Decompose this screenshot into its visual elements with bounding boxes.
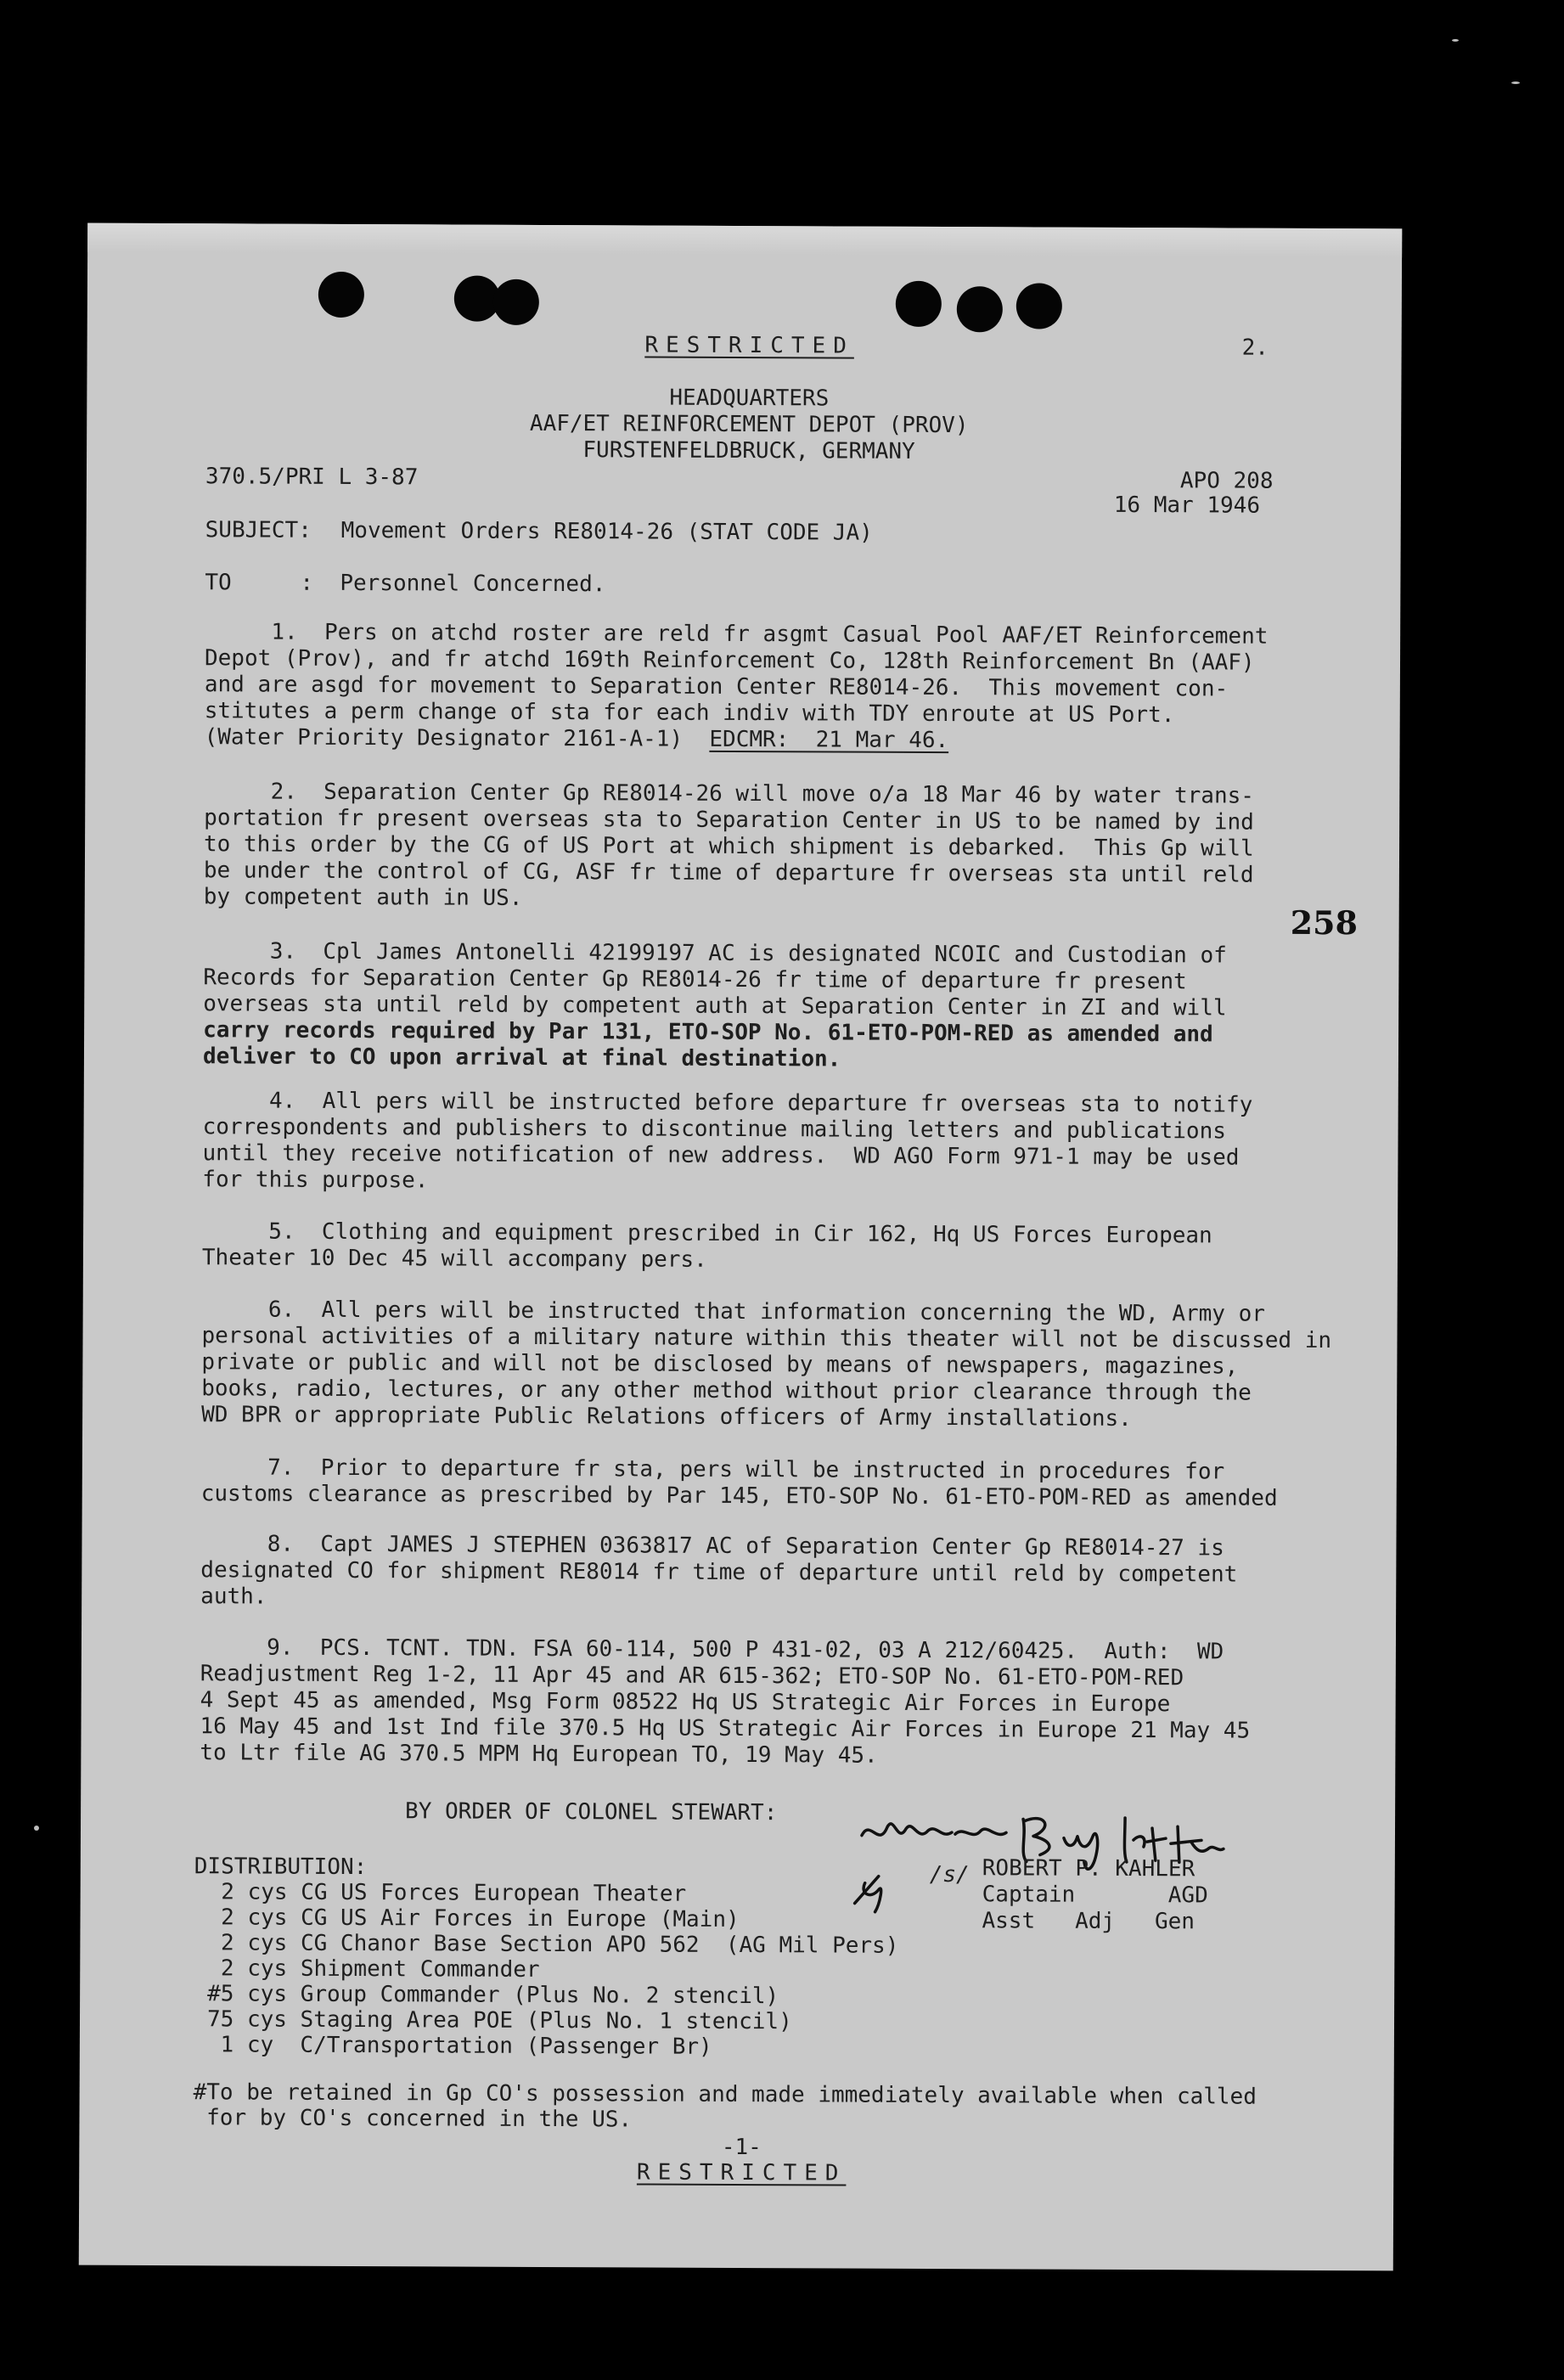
distribution-item: 2 cys CG Chanor Base Section APO 562 (AG Mil Pers) [207,1930,899,1959]
signer-title: Asst Adj Gen [982,1908,1196,1935]
punch-hole [896,281,942,327]
edcmr-date: EDCMR: 21 Mar 46. [709,726,949,754]
paragraph-line: personal activities of a military nature within this theater will not be discussed in [201,1323,1332,1354]
paragraph-line: WD BPR or appropriate Public Relations officers of Army installations. [201,1402,1132,1432]
paragraph-line: 7. Prior to departure fr sta, pers will be instructed in procedures for [200,1454,1225,1485]
file-reference: 370.5/PRI L 3-87 [205,464,419,491]
page-stamp-number: 258 [1290,903,1359,942]
paragraph-line: to this order by the CG of US Port at which shipment is debarked. This Gp will [203,831,1254,862]
punch-hole [318,272,364,318]
page-marker: -1- [721,2134,762,2161]
paragraph-line: customs clearance as prescribed by Par 145, ETO-SOP No. 61-ETO-POM-RED as amended [200,1481,1278,1511]
to-label: TO [205,570,232,596]
paragraph-line: to Ltr file AG 370.5 MPM Hq European TO, 19 May 45. [200,1740,878,1769]
paragraph-line: correspondents and publishers to discontinue mailing letters and publications [202,1114,1226,1145]
document-date: 16 Mar 1946 [1113,492,1261,519]
classification-top: RESTRICTED [644,332,854,359]
classification-bottom: RESTRICTED [636,2159,847,2186]
paragraph-line: be under the control of CG, ASF fr time of departure fr overseas sta until reld [203,858,1254,888]
paragraph-line: 9. PCS. TCNT. TDN. FSA 60-114, 500 P 431-02, 03 A 212/60425. Auth: WD [200,1634,1224,1665]
paragraph-line: 6. All pers will be instructed that information concerning the WD, Army or [201,1297,1265,1327]
subject-text: Movement Orders RE8014-26 (STAT CODE JA) [340,517,873,546]
paragraph-line: until they receive notification of new address. WD AGO Form 971-1 may be used [202,1140,1240,1171]
punch-hole [1016,283,1062,329]
paragraph-line: and are asgd for movement to Separation Center RE8014-26. This movement con- [204,672,1229,702]
page-top-edge [87,223,1402,258]
footnote-line-1: #To be retained in Gp CO's possession and made immediately available when called [193,2079,1257,2110]
to-text: : Personnel Concerned. [300,570,606,598]
punch-hole [957,286,1003,332]
paragraph-line: carry records required by Par 131, ETO-SOP No. 61-ETO-POM-RED as amended and [203,1017,1213,1048]
signer-rank: Captain AGD [982,1882,1208,1909]
paragraph-line: 8. Capt JAMES J STEPHEN 0363817 AC of Separation Center Gp RE8014-27 is [200,1531,1224,1561]
paragraph-line: by competent auth in US. [203,884,523,911]
paragraph-line: 3. Cpl James Antonelli 42199197 AC is designated NCOIC and Custodian of [203,938,1227,969]
distribution-item: 2 cys CG US Forces European Theater [207,1879,687,1907]
hq-line-2: AAF/ET REINFORCEMENT DEPOT (PROV) [529,410,969,439]
paragraph-line: 2. Separation Center Gp RE8014-26 will move o/a 18 Mar 46 by water trans- [204,779,1255,809]
paragraph-line: portation fr present overseas sta to Separation Center in US to be named by ind [204,805,1254,836]
hq-line-1: HEADQUARTERS [669,385,830,412]
paragraph-line: designated CO for shipment RE8014 fr time of departure until reld by competent [200,1557,1238,1588]
hq-line-3: FURSTENFELDBRUCK, GERMANY [582,437,915,464]
paragraph-line: 16 May 45 and 1st Ind file 370.5 Hq US Strategic Air Forces in Europe 21 May 45 [200,1713,1251,1744]
paragraph-line: private or public and will not be disclosed by means of newspapers, magazines, [201,1349,1239,1380]
distribution-label: DISTRIBUTION: [194,1854,368,1881]
background-speck [1511,82,1520,84]
background-speck [34,1826,39,1831]
distribution-item: 2 cys CG US Air Forces in Europe (Main) [207,1905,740,1933]
distribution-item: 1 cy C/Transportation (Passenger Br) [206,2032,712,2060]
signature-prefix: /s/ [929,1861,970,1888]
punch-hole [493,279,539,325]
footnote-line-2: for by CO's concerned in the US. [193,2105,633,2133]
distribution-item: 75 cys Staging Area POE (Plus No. 1 stencil) [206,2006,792,2035]
paragraph-line: 5. Clothing and equipment prescribed in Cir 162, Hq US Forces European [202,1218,1212,1249]
signer-name: ROBERT P. KAHLER [982,1855,1196,1882]
paragraph-line: 4 Sept 45 as amended, Msg Form 08522 Hq US Strategic Air Forces in Europe [200,1687,1171,1718]
paragraph-line [205,724,1393,756]
distribution-item: #5 cys Group Commander (Plus No. 2 stencil) [207,1981,779,2010]
apo-number: APO 208 [1179,468,1274,494]
document-page [79,223,1402,2271]
paragraph-line: deliver to CO upon arrival at final destination. [202,1044,841,1072]
water-priority-text: (Water Priority Designator 2161-A-1) [204,724,710,752]
paragraph-line: Readjustment Reg 1-2, 11 Apr 45 and AR 615-362; ETO-SOP No. 61-ETO-POM-RED [200,1661,1184,1691]
paragraph-line: overseas sta until reld by competent auth at Separation Center in ZI and will [203,991,1227,1021]
paragraph-line: stitutes a perm change of sta for each indiv with TDY enroute at US Port. [204,698,1175,729]
paragraph-line: for this purpose. [202,1167,429,1194]
distribution-item: 2 cys Shipment Commander [207,1955,540,1983]
subject-label: SUBJECT: [205,517,312,543]
paragraph-line: books, radio, lectures, or any other method without prior clearance through the [201,1376,1252,1406]
background-speck [1452,39,1459,42]
order-authority-line: BY ORDER OF COLONEL STEWART: [405,1798,778,1826]
paragraph-line: 4. All pers will be instructed before departure fr overseas sta to notify [202,1088,1253,1118]
paragraph-line: Records for Separation Center Gp RE8014-26 fr time of departure fr present [203,965,1187,995]
page-number: 2. [1241,335,1269,361]
paragraph-line: Theater 10 Dec 45 will accompany pers. [201,1245,707,1273]
paragraph-line: auth. [200,1584,267,1610]
paragraph-line: 1. Pers on atchd roster are reld fr asgmt Casual Pool AAF/ET Reinforcement [205,619,1269,650]
paragraph-line: Depot (Prov), and fr atchd 169th Reinforcement Co, 128th Reinforcement Bn (AAF) [204,645,1255,676]
